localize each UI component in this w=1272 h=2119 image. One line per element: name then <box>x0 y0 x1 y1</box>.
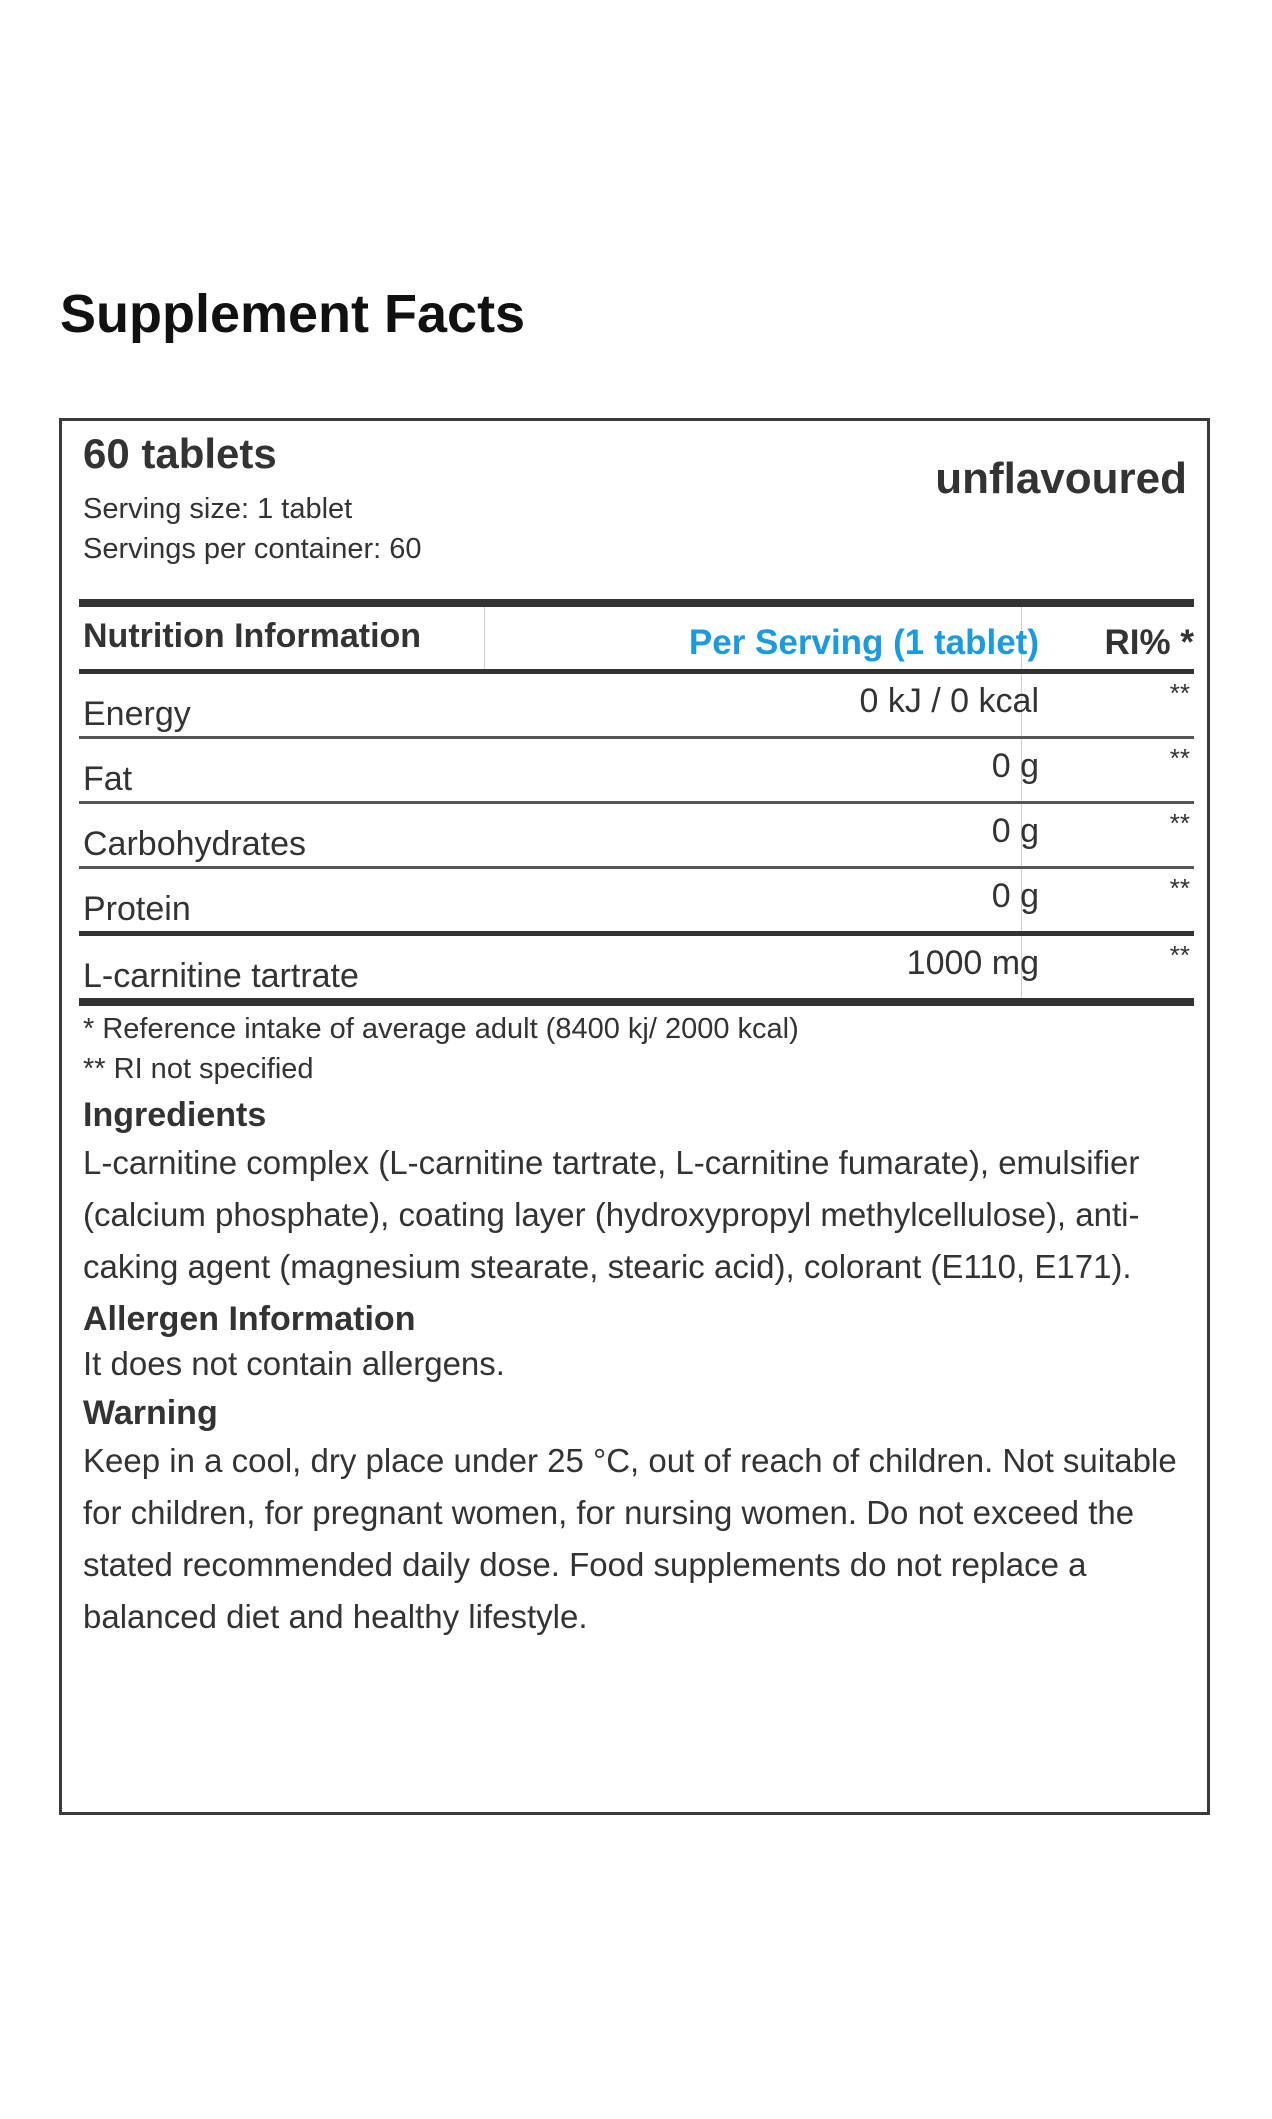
header-ri: RI% * <box>1104 623 1194 662</box>
footnote-ri-not-specified: ** RI not specified <box>83 1053 314 1085</box>
header-nutrition-information: Nutrition Information <box>83 617 422 655</box>
row-value: 0 g <box>991 877 1039 915</box>
row-ri: ** <box>1169 808 1190 838</box>
tablet-count: 60 tablets <box>83 430 277 477</box>
table-top-rule <box>79 599 1194 607</box>
row-ri: ** <box>1169 873 1190 903</box>
servings-per-container: Servings per container: 60 <box>83 533 422 565</box>
supplement-facts-panel <box>59 418 1210 1815</box>
row-ri: ** <box>1169 940 1190 970</box>
row-name: Carbohydrates <box>83 825 307 863</box>
row-value: 0 kJ / 0 kcal <box>859 682 1039 720</box>
row-name: L-carnitine tartrate <box>83 957 359 995</box>
warning-heading: Warning <box>83 1394 218 1432</box>
row-ri: ** <box>1169 743 1190 773</box>
page-title: Supplement Facts <box>60 284 526 344</box>
table-row <box>79 804 1194 866</box>
ingredients-text: L-carnitine complex (L-carnitine tartrate, L-carnitine fumarate), emulsifier (calcium phosphate), coating layer (hydroxypropyl methylcellulose), anti-caking agent (magnesium stearate, stearic acid), colorant (E110, E171). <box>83 1144 1140 1285</box>
table-row <box>79 739 1194 801</box>
serving-size: Serving size: 1 tablet <box>83 493 353 525</box>
column-divider <box>484 607 485 669</box>
row-value: 0 g <box>991 747 1039 785</box>
table-row <box>79 869 1194 931</box>
header-per-serving: Per Serving (1 tablet) <box>688 623 1039 662</box>
row-name: Protein <box>83 890 191 928</box>
row-value: 1000 mg <box>906 944 1039 982</box>
flavour-label: unflavoured <box>935 454 1187 503</box>
table-header-row <box>79 607 1194 669</box>
allergen-text: It does not contain allergens. <box>83 1345 505 1382</box>
ingredients-heading: Ingredients <box>83 1096 267 1134</box>
row-ri: ** <box>1169 678 1190 708</box>
table-bottom-rule <box>79 998 1194 1006</box>
warning-text: Keep in a cool, dry place under 25 °C, out of reach of children. Not suitable for children, for pregnant women, for nursing women. Do not exceed the stated recommended daily dose. Food supplements do not replace a balanced diet and healthy lifestyle. <box>83 1442 1177 1635</box>
row-value: 0 g <box>991 812 1039 850</box>
table-row <box>79 936 1194 998</box>
nutrition-table <box>79 599 1194 1006</box>
footnote-reference-intake: * Reference intake of average adult (8400 kj/ 2000 kcal) <box>83 1013 799 1045</box>
label-notes <box>83 1009 1193 1643</box>
row-name: Energy <box>83 695 191 733</box>
table-row <box>79 674 1194 736</box>
allergen-heading: Allergen Information <box>83 1300 416 1338</box>
row-name: Fat <box>83 760 133 798</box>
